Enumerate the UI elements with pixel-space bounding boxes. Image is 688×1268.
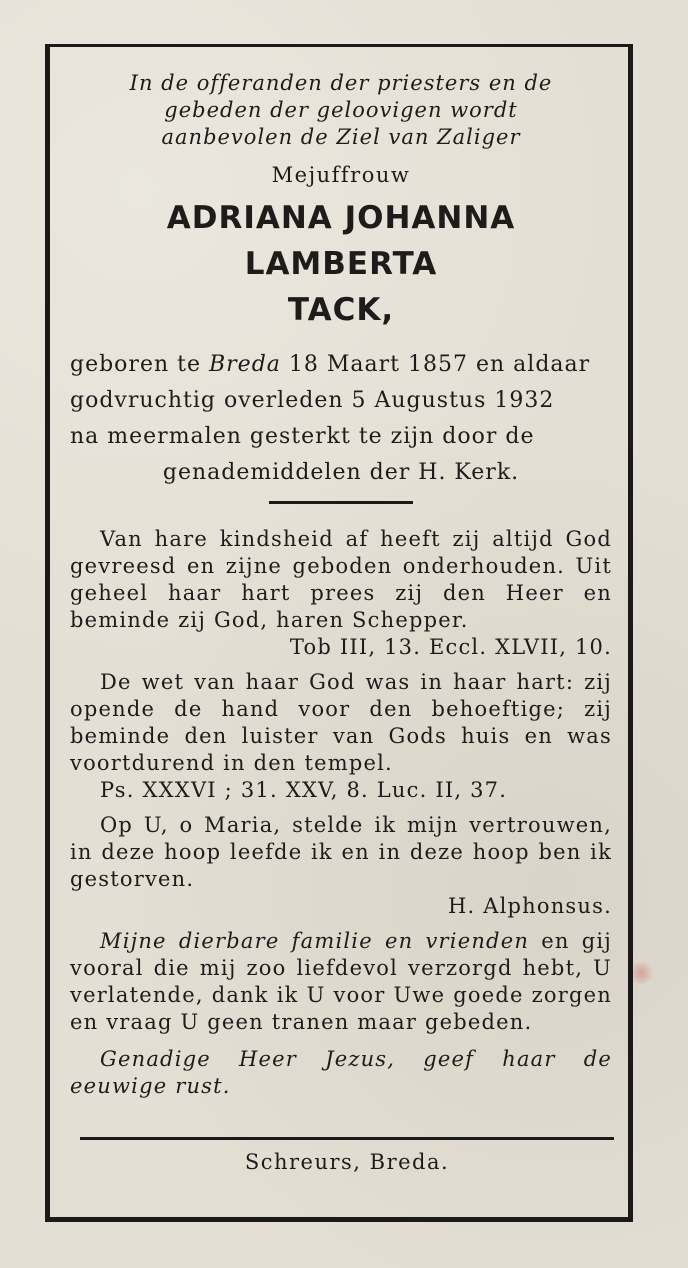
passage-1 [70, 526, 612, 661]
card-content [70, 70, 612, 1100]
intro-line-3: aanbevolen de Ziel van Zaliger [161, 125, 521, 149]
passage-4-italic: Mijne dierbare familie en vrienden [100, 929, 530, 953]
born-label: geboren te [70, 352, 201, 377]
passage-2-text: De wet van haar God was in haar hart: zij opende de hand voor den behoeftige; zij beminde den luister van Gods huis en was voortdurend in den tempel. [70, 670, 612, 775]
passage-2-reference: Ps. XXXVI ; 31. XXV, 8. Luc. II, 37. [100, 778, 508, 802]
name-line-1: ADRIANA JOHANNA LAMBERTA [166, 200, 516, 282]
dates-line-4: genademiddelen der H. Kerk. [162, 460, 520, 485]
intro-text [70, 70, 612, 151]
name-line-2: TACK, [287, 292, 395, 328]
intro-line-1: In de offeranden der priesters en de [129, 71, 553, 95]
honorific-title: Mejuffrouw [271, 163, 411, 187]
passage-5: Genadige Heer Jezus, geef haar de eeuwige rust. [70, 1047, 612, 1098]
passage-2 [70, 669, 612, 804]
deceased-name [70, 195, 612, 333]
intro-line-2: gebeden der geloovigen wordt [164, 98, 518, 122]
dates-line-1 [70, 347, 612, 383]
passage-3-text: Op U, o Maria, stelde ik mijn vertrouwen, in deze hoop leefde ik en in deze hoop ben ik gestorven. [70, 813, 612, 891]
passage-1-reference: Tob III, 13. Eccl. XLVII, 10. [289, 635, 612, 659]
passage-4-text: en gij vooral die mij zoo liefdevol verzorgd hebt, U verlatende, dank ik U voor Uwe goede zorgen en vraag U geen tranen maar gebeden. [70, 929, 612, 1034]
divider-short [269, 501, 413, 504]
passage-1-text: Van hare kindsheid af heeft zij altijd God gevreesd en zijne geboden onderhouden. Uit geheel haar hart prees zij den Heer en beminde zij God, haren Schepper. [70, 527, 612, 632]
life-dates [70, 347, 612, 491]
passage-3 [70, 812, 612, 920]
birth-place: Breda [209, 352, 281, 377]
printer-credit: Schreurs, Breda. [244, 1150, 450, 1174]
dates-line-3: na meermalen gesterkt te zijn door de [70, 424, 535, 449]
passage-3-reference: H. Alphonsus. [447, 894, 612, 918]
divider-long [80, 1137, 614, 1140]
passage-4 [70, 928, 612, 1036]
dates-line-2: godvruchtig overleden 5 Augustus 1932 [70, 388, 555, 413]
birth-date: 18 Maart 1857 en aldaar [288, 352, 591, 377]
